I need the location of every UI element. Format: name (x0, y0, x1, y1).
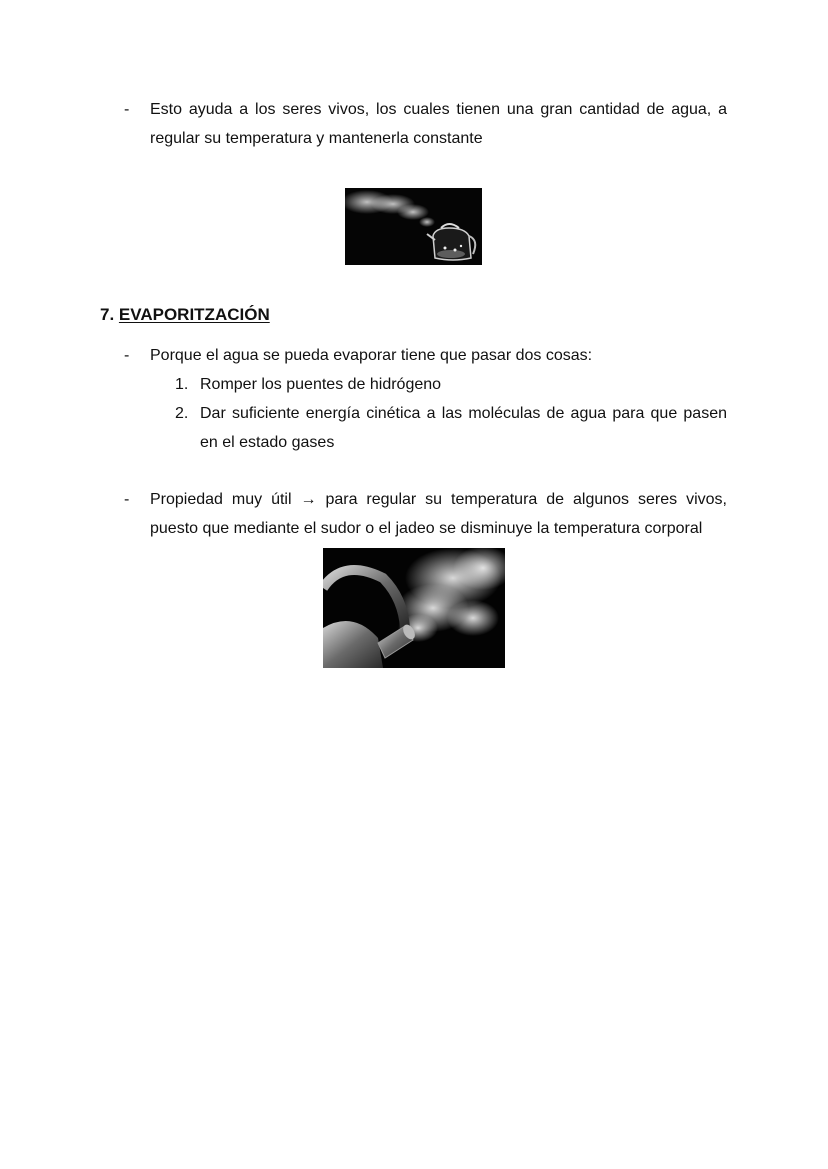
list-item-text: Dar suficiente energía cinética a las moléculas de agua para que pasen en el estado gases (200, 405, 727, 451)
paragraph-useful-property: Propiedad muy útil → para regular su temperatura de algunos seres vivos, puesto que mediante el sudor o el jadeo se disminuye la temperatura corporal (150, 491, 727, 537)
list-bullet-marker: - (124, 101, 130, 118)
section-number: 7. (100, 305, 115, 324)
list-item-number: 2. (175, 405, 189, 422)
list-item-text: Romper los puentes de hidrógeno (200, 376, 442, 393)
glass-kettle-steam-image (345, 188, 482, 265)
section-title: EVAPORITZACIÓN (118, 305, 270, 324)
list-item-number: 1. (175, 376, 189, 393)
kettle-steam-illustration (345, 188, 482, 265)
list-bullet-marker: - (124, 347, 130, 364)
paragraph-regulation: Esto ayuda a los seres vivos, los cuales tienen una gran cantidad de agua, a regular su temperatura y mantenerla constante (150, 101, 727, 147)
kettle-steam-illustration (323, 548, 505, 668)
paragraph-evaporation-conditions: Porque el agua se pueda evaporar tiene que pasar dos cosas: (150, 347, 593, 364)
section-heading (100, 302, 270, 328)
metal-kettle-steam-image (323, 548, 505, 668)
list-bullet-marker: - (124, 491, 130, 508)
